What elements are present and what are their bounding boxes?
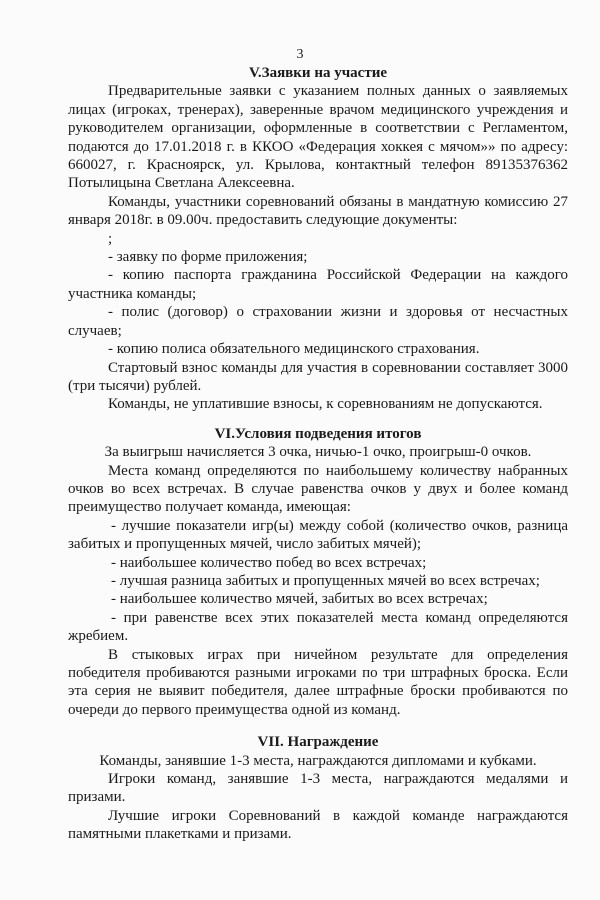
section-6-paragraph-1: За выигрыш начисляется 3 очка, ничью-1 очко, проигрыш-0 очков. — [104, 444, 532, 461]
section-6-list-item-5: - при равенстве всех этих показателей места команд определяются жребием. — [68, 609, 568, 645]
section-6-list-item-1: - лучшие показатели игр(ы) между собой (количество очков, разница забитых и пропущенных мячей, число забитых мячей); — [68, 517, 568, 553]
section-7-paragraph-3: Лучшие игроки Соревнований в каждой команде награждаются памятными плакетками и призами. — [68, 807, 568, 843]
section-6-paragraph-2: Места команд определяются по наибольшему количеству набранных очков во всех встречах. В случае равенства очков у двух и более команд преимущество получает команда, имеющая: — [68, 462, 568, 516]
section-5-list-item-1: - заявку по форме приложения; — [108, 249, 308, 266]
section-6-list-item-4: - наибольшее количество мячей, забитых во всех встречах; — [111, 591, 488, 608]
section-7-paragraph-1: Команды, занявшие 1-3 места, награждаются дипломами и кубками. — [99, 752, 537, 769]
section-6-list-item-2: - наибольшее количество побед во всех встречах; — [111, 554, 427, 571]
section-5-list-item-4: - копию полиса обязательного медицинского страхования. — [108, 341, 480, 358]
section-5-paragraph-5: Команды, не уплатившие взносы, к соревнованиям не допускаются. — [108, 396, 543, 413]
section-5-list-item-3: - полис (договор) о страховании жизни и здоровья от несчастных случаев; — [68, 304, 568, 339]
section-5-paragraph-1: Предварительные заявки с указанием полных данных о заявляемых лицах (игроках, тренерах), заверенные врачом медицинского учреждения и руководителем организации, оформленные в соответствии с Регламентом, подаются до 17.01.2018 г. в ККОО «Федерация хоккея с мячом»» по адресу: 660027, г. Красноярск, ул. Крылова, контактный телефон 89135376362 Потылицына Светлана Алексеевна. — [68, 83, 568, 192]
page-number: 3 — [296, 47, 304, 62]
section-5-semicolon: ; — [108, 230, 113, 247]
section-7-paragraph-2: Игроки команд, занявшие 1-3 места, награждаются медалями и призами. — [68, 771, 568, 806]
section-6-list-item-3: - лучшая разница забитых и пропущенных мячей во всех встречах; — [111, 572, 540, 589]
section-7-title: VII. Награждение — [257, 734, 379, 751]
section-5-title: V.Заявки на участие — [249, 65, 387, 81]
document-body — [68, 64, 568, 844]
section-5-paragraph-2: Команды, участники соревнований обязаны в мандатную комиссию 27 января 2018г. в 09.00ч. предоставить следующие документы: — [68, 193, 568, 229]
section-6-title: VI.Условия подведения итогов — [214, 425, 422, 442]
section-5-list-item-2: - копию паспорта гражданина Российской Федерации на каждого участника команды; — [68, 267, 568, 302]
section-5-paragraph-4: Стартовый взнос команды для участия в соревновании составляет 3000 (три тысячи) рублей. — [68, 359, 568, 394]
section-6-paragraph-3: В стыковых играх при ничейном результате для определения победителя пробиваются разными игроками по три штрафных броска. Если эта серия не выявит победителя, далее штрафные броски пробиваются по очереди до первого преимущества одной из команд. — [68, 646, 568, 718]
